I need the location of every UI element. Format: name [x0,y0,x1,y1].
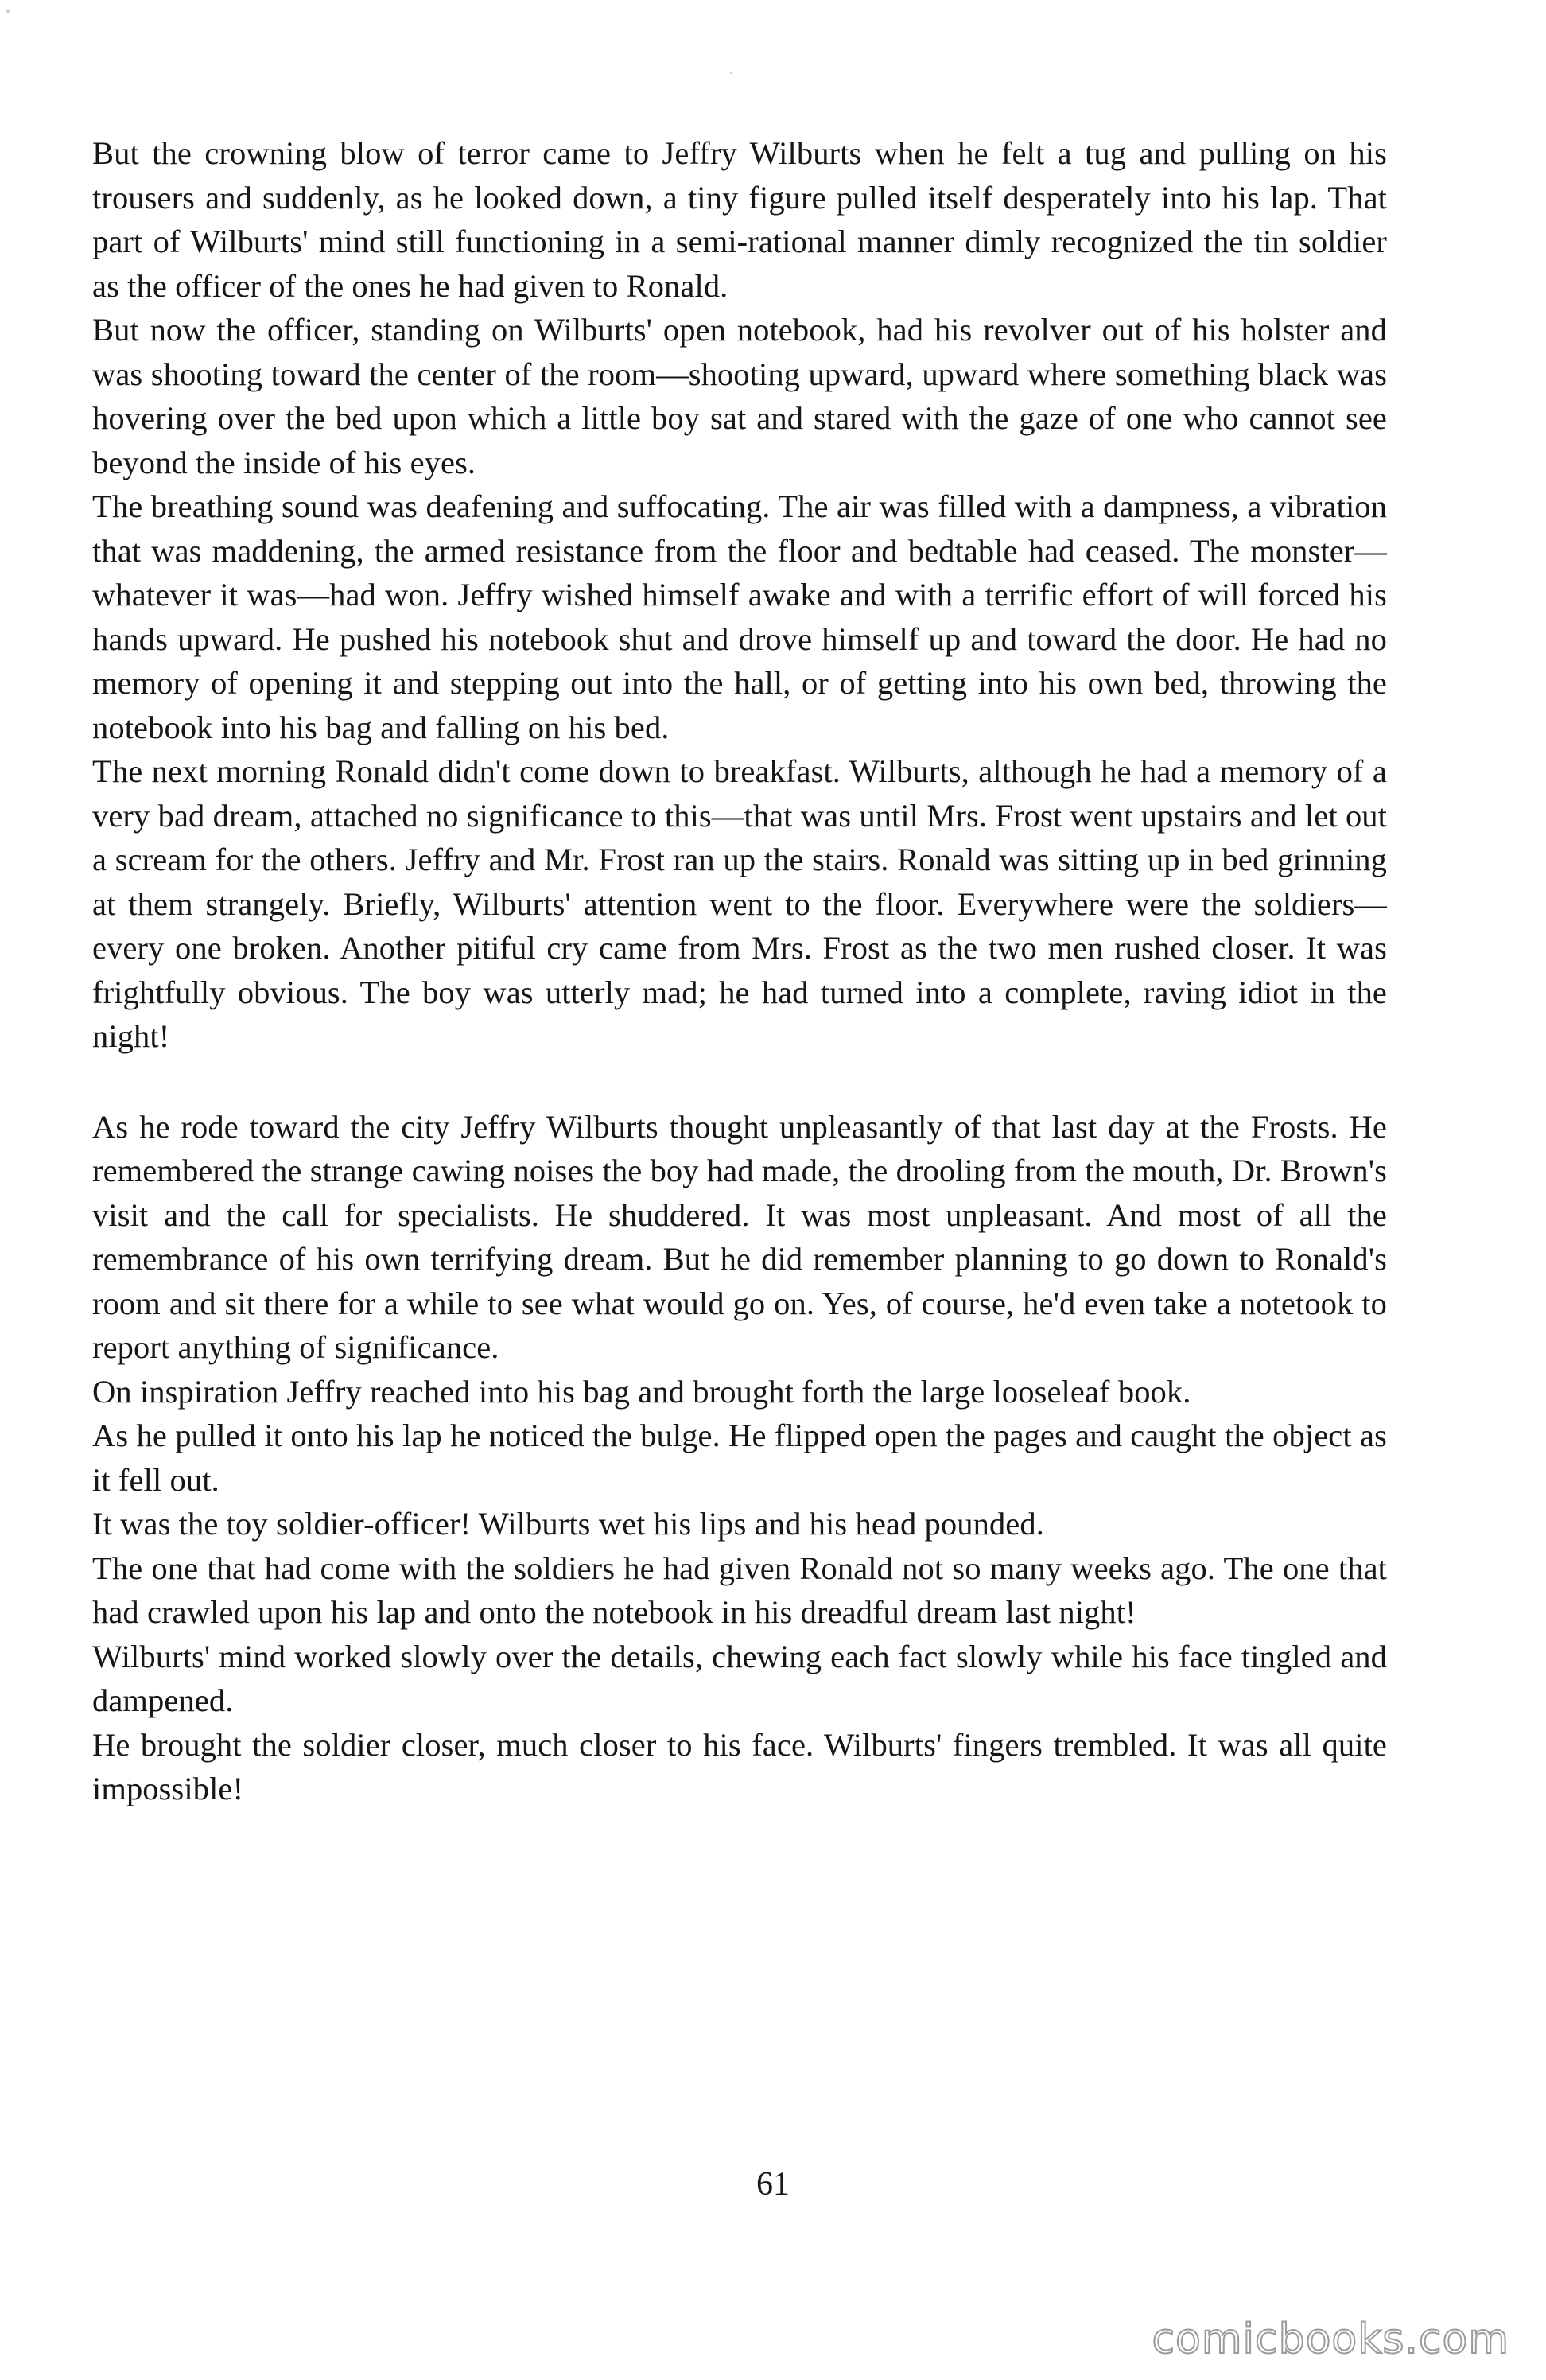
paragraph: Wilburts' mind worked slowly over the details, chewing each fact slowly while his face tingled and dampened. [92,1638,1387,1718]
paragraph: On inspiration Jeffry reached into his bag and brought forth the large looseleaf book. [92,1373,1191,1410]
site-watermark: comicbooks.com [1152,2316,1509,2363]
paper-speck [730,72,732,74]
paragraph: But the crowning blow of terror came to Jeffry Wilburts when he felt a tug and pulling on his trousers and suddenly, as he looked down, a tiny figure pulled itself desperately into his lap. That part of Wilburts' mind still functioning in a semi-rational manner dimly recognized the tin soldier as the officer of the ones he had given to Ronald. [92,135,1387,304]
paragraph: But now the officer, standing on Wilburts' open notebook, had his revolver out of his holster and was shooting toward the center of the room—shooting upward, upward where something black was hovering over the bed upon which a little boy sat and stared with the gaze of one who cannot see beyond the inside of his eyes. [92,312,1387,480]
paragraph: It was the toy soldier-officer! Wilburts wet his lips and his head pounded. [92,1506,1044,1542]
paragraph: The breathing sound was deafening and suffocating. The air was filled with a dampness, a vibration that was maddening, the armed resistance from the floor and bedtable had ceased. The monster—whatever it was—had won. Jeffry wished himself awake and with a terrific effort of will forced his hands upward. He pushed his notebook shut and drove himself up and toward the door. He had no memory of opening it and stepping out into the hall, or of getting into his own bed, throwing the notebook into his bag and falling on his bed. [92,488,1387,745]
paragraph: He brought the soldier closer, much closer to his face. Wilburts' fingers trembled. It was all quite impossible! [92,1726,1387,1806]
paragraph: As he rode toward the city Jeffry Wilburts thought unpleasantly of that last day at the Frosts. He remembered the strange cawing noises the boy had made, the drooling from the mouth, Dr. Brown's visit and the call for specialists. He shuddered. It was most unpleasant. And most of all the remembrance of his own terrifying dream. But he did remember planning to go down to Ronald's room and sit there for a while to see what would go on. Yes, of course, he'd even take a notetook to report anything of significance. [92,1108,1387,1365]
paragraph: As he pulled it onto his lap he noticed the bulge. He flipped open the pages and caught the object as it fell out. [92,1418,1387,1498]
section-break [92,1059,1387,1105]
page-number: 61 [756,2166,790,2203]
paper-speck [6,10,10,13]
body-text [92,131,1387,1811]
paragraph: The next morning Ronald didn't come down to breakfast. Wilburts, although he had a memory of a very bad dream, attached no significance to this—that was until Mrs. Frost went upstairs and let out a scream for the others. Jeffry and Mr. Frost ran up the stairs. Ronald was sitting up in bed grinning at them strangely. Briefly, Wilburts' attention went to the floor. Everywhere were the soldiers—every one broken. Another pitiful cry came from Mrs. Frost as the two men rushed closer. It was frightfully obvious. The boy was utterly mad; he had turned into a complete, raving idiot in the night! [92,753,1387,1054]
paragraph: The one that had come with the soldiers he had given Ronald not so many weeks ago. The one that had crawled upon his lap and onto the notebook in his dreadful dream last night! [92,1550,1387,1630]
